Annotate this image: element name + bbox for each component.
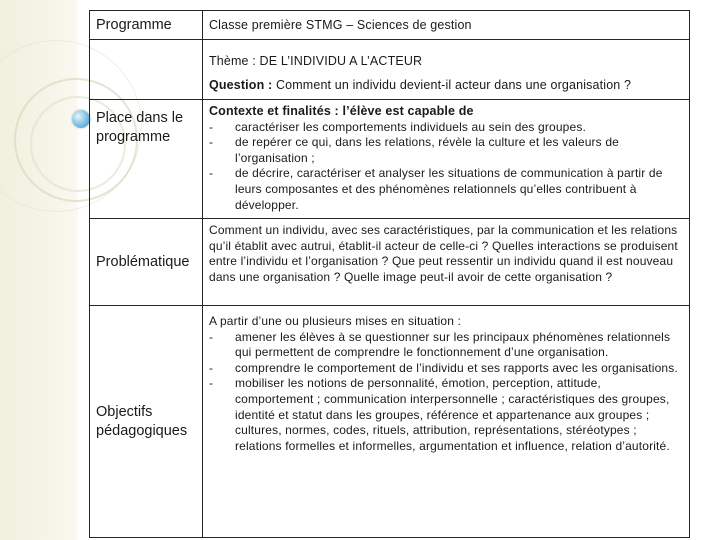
place-label-line2: programme (96, 129, 171, 145)
list-item: - comprendre le comportement de l’individu et ses rapports avec les organisations. (209, 361, 681, 377)
header-right-cell (203, 11, 690, 40)
theme-label: Thème : (209, 54, 260, 68)
header-row (90, 11, 690, 40)
header-left-cell (90, 11, 203, 40)
theme-left-cell (90, 40, 203, 100)
place-right-cell (203, 100, 690, 219)
theme-right-cell (203, 40, 690, 100)
decorative-bubble-icon (72, 110, 90, 128)
programme-label: Programme (96, 17, 172, 33)
theme-row (90, 40, 690, 100)
question-value: Comment un individu devient-il acteur dans une organisation ? (275, 77, 632, 92)
problematique-left-cell (90, 219, 203, 306)
objectifs-label-line2: pédagogiques (96, 422, 188, 439)
theme-line (209, 54, 681, 70)
place-list (209, 120, 681, 214)
problematique-row (90, 219, 690, 306)
list-item: - de repérer ce qui, dans les relations, révèle la culture et les valeurs de l’organisation ; (209, 135, 681, 166)
objectifs-left-cell (90, 306, 203, 538)
theme-value: DE L’INDIVIDU A L’ACTEUR (259, 54, 423, 68)
list-item: - mobiliser les notions de personnalité, émotion, perception, attitude, comportement ; communication interpersonnelle ; caractéristiques des groupes, identité et statut dans les groupes, référence et appartenance aux groupes ; cultures, normes, codes, rituels, attribution, représentations, stéréotypes ; relations formelles et informelles, argumentation et influence, relation d’autorité. (209, 376, 681, 454)
list-item: - amener les élèves à se questionner sur les principaux phénomènes relationnels qui permettent de comprendre le fonctionnement d’une organisation. (209, 330, 681, 361)
class-title: Classe première STMG – Sciences de gestion (209, 18, 472, 32)
programme-table (89, 10, 690, 538)
place-label-line1: Place dans le (96, 110, 184, 126)
question-label: Question : (209, 77, 276, 92)
problematique-label: Problématique (96, 253, 190, 270)
question-line (209, 78, 681, 94)
place-left-cell (90, 100, 203, 219)
objectifs-intro: A partir d’une ou plusieurs mises en situation : (209, 314, 461, 328)
objectifs-label-line1: Objectifs (96, 403, 153, 420)
place-heading: Contexte et finalités : l’élève est capable de (209, 104, 474, 118)
list-item: - de décrire, caractériser et analyser les situations de communication à partir de leurs composantes et des phénomènes relationnels qu’elles contribuent à développer. (209, 166, 681, 213)
problematique-text: Comment un individu, avec ses caractéristiques, par la communication et les relations qu’il établit avec autrui, établit-il acteur de celle-ci ? Quelles interactions se produisent entre l’individu et l’organisation ? Que peut ressentir un individu quand il est nouveau dans une organisation ? Quelle image peut-il avoir de cette organisation ? (209, 223, 678, 284)
problematique-right-cell (203, 219, 690, 306)
place-row (90, 100, 690, 219)
objectifs-list (209, 330, 681, 455)
objectifs-right-cell (203, 306, 690, 538)
objectifs-row (90, 306, 690, 538)
list-item: - caractériser les comportements individuels au sein des groupes. (209, 120, 681, 136)
